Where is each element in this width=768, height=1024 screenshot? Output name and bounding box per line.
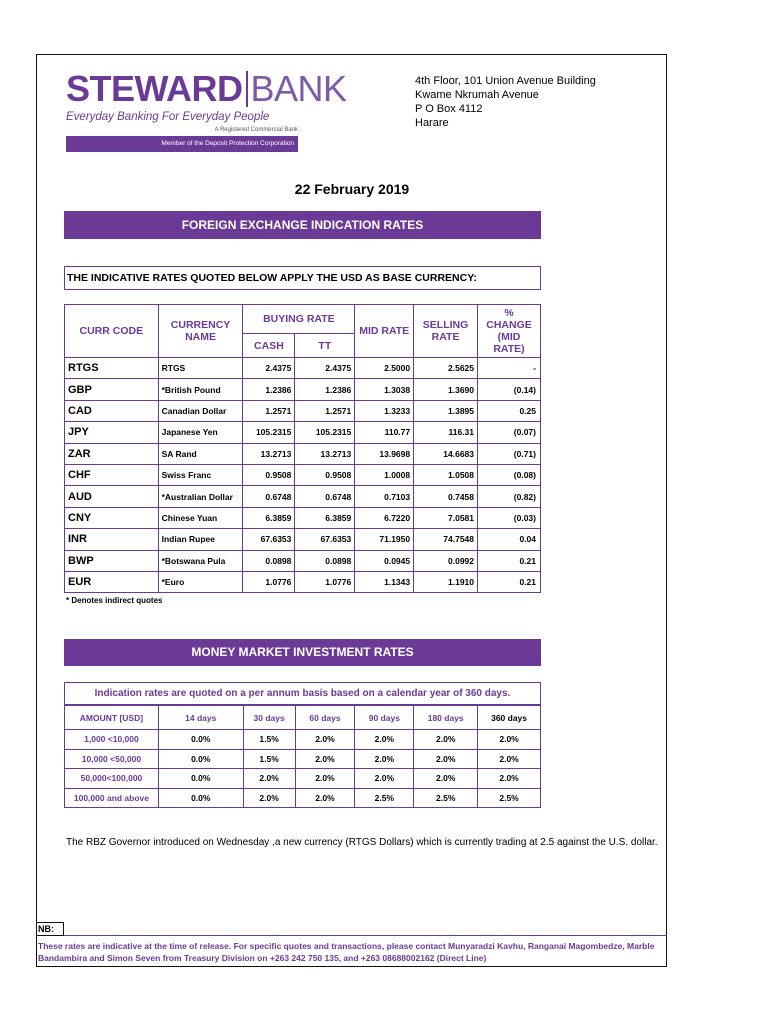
header-mid-rate: MID RATE — [355, 305, 414, 358]
rbz-note: The RBZ Governor introduced on Wednesday ,a new currency (RTGS Dollars) which is currently trading at 2.5 against the U.S. dollar. — [66, 837, 658, 848]
logo-tagline: Everyday Banking For Everyday People — [66, 111, 270, 123]
table-row: RTGS RTGS 2.4375 2.4375 2.5000 2.5625 - — [65, 358, 541, 379]
table-row: INR Indian Rupee 67.6353 67.6353 71.1950 74.7548 0.04 — [65, 529, 541, 550]
table-row: 100,000 and above 0.0% 2.0% 2.0% 2.5% 2.5% 2.5% — [65, 788, 541, 808]
steward-bank-logo — [66, 68, 347, 152]
base-currency-note: THE INDICATIVE RATES QUOTED BELOW APPLY THE USD AS BASE CURRENCY: — [64, 266, 541, 290]
logo-registered: A Registered Commercial Bank — [214, 127, 298, 133]
indirect-quote-note: * Denotes indirect quotes — [66, 596, 163, 605]
mm-header-30: 30 days — [243, 706, 295, 730]
header-cash: CASH — [243, 334, 295, 358]
table-row: AUD *Australian Dollar 0.6748 0.6748 0.7103 0.7458 (0.82) — [65, 486, 541, 507]
table-row: CAD Canadian Dollar 1.2571 1.2571 1.3233 1.3895 0.25 — [65, 400, 541, 421]
table-row: GBP *British Pound 1.2386 1.2386 1.3038 1.3690 (0.14) — [65, 379, 541, 400]
table-row: CNY Chinese Yuan 6.3859 6.3859 6.7220 7.0581 (0.03) — [65, 507, 541, 528]
table-row: 50,000<100,000 0.0% 2.0% 2.0% 2.0% 2.0% 2.0% — [65, 769, 541, 789]
table-row: 10,000 <50,000 0.0% 1.5% 2.0% 2.0% 2.0% 2.0% — [65, 749, 541, 769]
mm-rates-table — [64, 705, 541, 808]
nb-divider — [64, 935, 667, 936]
mm-header-60: 60 days — [295, 706, 355, 730]
header-change: % CHANGE (MID RATE) — [478, 305, 541, 358]
document-date: 22 February 2019 — [294, 181, 410, 197]
table-row: 1,000 <10,000 0.0% 1.5% 2.0% 2.0% 2.0% 2.0% — [65, 730, 541, 750]
header-currency-name: CURRENCY NAME — [158, 305, 243, 358]
table-row: EUR *Euro 1.0776 1.0776 1.1343 1.1910 0.21 — [65, 571, 541, 592]
table-row: CHF Swiss Franc 0.9508 0.9508 1.0008 1.0508 (0.08) — [65, 464, 541, 485]
bank-address: 4th Floor, 101 Union Avenue Building Kwame Nkrumah Avenue P O Box 4112 Harare — [415, 75, 596, 129]
fx-rates-banner: FOREIGN EXCHANGE INDICATION RATES — [64, 211, 541, 239]
table-row: ZAR SA Rand 13.2713 13.2713 13.9698 14.6683 (0.71) — [65, 443, 541, 464]
mm-header-amount: AMOUNT [USD] — [65, 706, 159, 730]
nb-label: NB: — [36, 922, 64, 936]
header-tt: TT — [295, 334, 355, 358]
nb-disclaimer: These rates are indicative at the time of release. For specific quotes and transactions, please contact Munyaradzi Kavhu, Ranganai Magombedze, Marble Bandambira and Simon Seven from Treasury Division on +263 242 750 135, and +263 08688002162 (Direct Line) — [38, 941, 655, 963]
mm-header-180: 180 days — [414, 706, 478, 730]
mm-rates-note: Indication rates are quoted on a per annum basis based on a calendar year of 360 days. — [64, 682, 541, 705]
logo-wordmark: STEWARD BANK — [66, 68, 347, 109]
fx-rates-table — [64, 304, 541, 593]
header-buying-rate: BUYING RATE — [243, 305, 355, 334]
mm-header-90: 90 days — [355, 706, 414, 730]
mm-header-360: 360 days — [478, 706, 541, 730]
mm-rates-banner: MONEY MARKET INVESTMENT RATES — [64, 639, 541, 666]
logo-member-bar: Member of the Deposit Protection Corporation — [66, 136, 298, 152]
table-row: JPY Japanese Yen 105.2315 105.2315 110.77 116.31 (0.07) — [65, 422, 541, 443]
header-selling-rate: SELLING RATE — [414, 305, 478, 358]
header-curr-code: CURR CODE — [65, 305, 159, 358]
table-row: BWP *Botswana Pula 0.0898 0.0898 0.0945 0.0992 0.21 — [65, 550, 541, 571]
mm-header-14: 14 days — [158, 706, 243, 730]
